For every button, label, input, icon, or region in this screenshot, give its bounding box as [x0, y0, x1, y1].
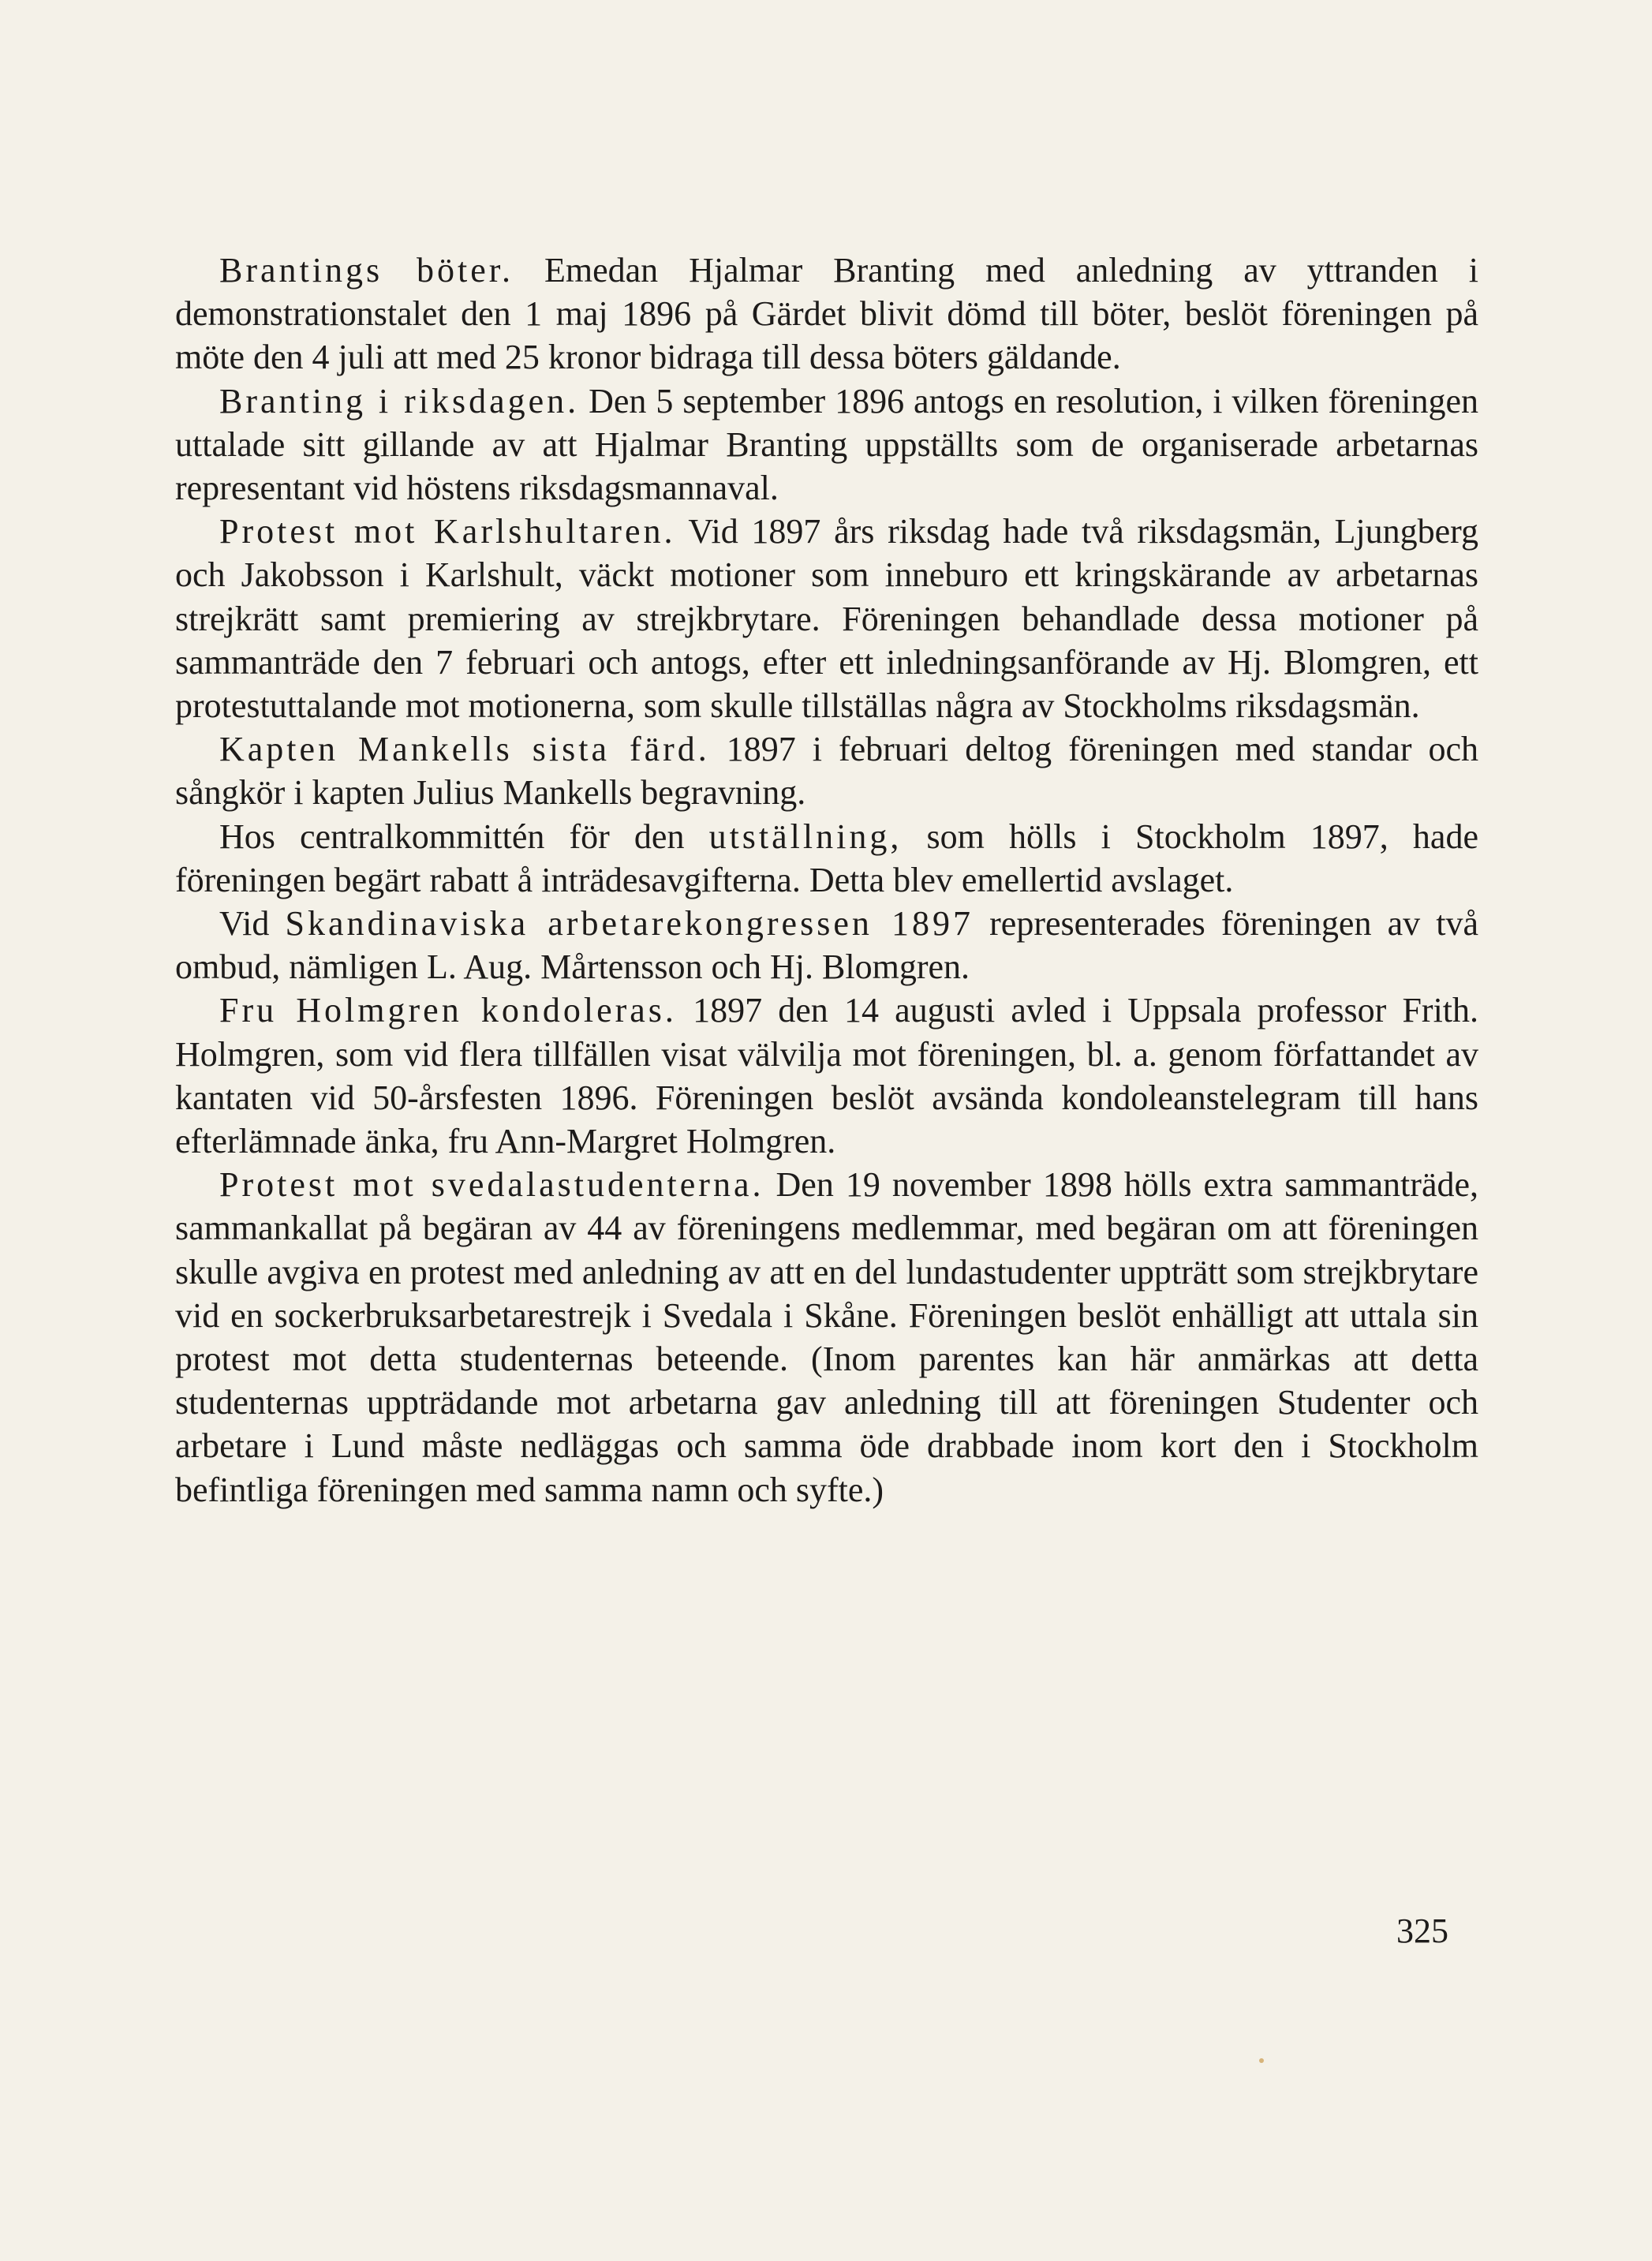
paragraph-protest-karlshultaren [175, 510, 1478, 727]
paper-speck [1259, 2058, 1264, 2063]
paragraph-text: Den 19 november 1898 hölls extra sammanträde, sammankallat på begäran av 44 av föreningens medlemmar, med begäran om att föreningen skulle avgiva en protest med anledning av att en del lundastudenter uppträtt som strejkbrytare vid en sockerbruksarbetarestrejk i Svedala i Skåne. Föreningen beslöt enhälligt att uttala sin protest mot detta studenternas beteende. (Inom parentes kan här anmärkas att detta studenternas uppträdande mot arbetarna gav anledning till att föreningen Studenter och arbetare i Lund måste nedläggas och samma öde drabbade inom kort den i Stockholm befintliga föreningen med samma namn och syfte.) [175, 1165, 1478, 1509]
paragraph-text: Emedan Hjalmar Branting med anledning av yttranden i demonstrationstalet den 1 maj 1896 på Gärdet blivit dömd till böter, beslöt föreningen på möte den 4 juli att med 25 kronor bidraga till dessa böters gäldande. [175, 251, 1478, 377]
paragraph-text-before: Vid [219, 904, 270, 944]
paragraph-branting-i-riksdagen [175, 379, 1478, 510]
paragraph-fru-holmgren [175, 988, 1478, 1163]
paragraph-text-after: representerades föreningen av två ombud, nämligen L. Aug. Mårtensson och Hj. Blomgren. [175, 904, 1479, 987]
paragraph-text: Vid 1897 års riksdag hade två riksdagsmän, Ljungberg och Jakobsson i Karlshult, väckt motioner som inneburo ett kringskärande av arbetarnas strejkrätt samt premiering av strejkbrytare. Föreningen behandlade dessa motioner på sammanträde den 7 februari och antogs, efter ett inledningsanförande av Hj. Blomgren, ett protestuttalande mot motionerna, som skulle tillställas några av Stockholms riksdagsmän. [175, 512, 1479, 726]
paragraph-brantings-boter [175, 249, 1478, 379]
paragraph-svedalastudenterna [175, 1163, 1478, 1512]
spaced-term: Skandinaviska arbetarekongressen 1897 [285, 904, 974, 944]
paragraph-text: 1897 den 14 augusti avled i Uppsala professor Frith. Holmgren, som vid flera tillfällen visat välvilja mot föreningen, bl. a. genom författandet av kantaten vid 50-årsfesten 1896. Föreningen beslöt avsända kondoleanstelegram till hans efterlämnade änka, fru Ann-Margret Holmgren. [175, 991, 1479, 1161]
paragraph-text-before: Hos centralkommittén för den [219, 817, 685, 856]
paragraph-utstallning [175, 815, 1478, 902]
paragraph-heading: Protest mot Karlshultaren. [219, 512, 676, 551]
body-text [175, 249, 1478, 1512]
paragraph-text: Den 5 september 1896 antogs en resolution, i vilken föreningen uttalade sitt gillande av att Hjalmar Branting uppställts som de organiserade arbetarnas representant vid höstens riksdagsmannaval. [175, 381, 1478, 508]
spaced-term: utställning, [708, 817, 903, 856]
paragraph-kapten-mankell [175, 727, 1478, 814]
paragraph-heading: Brantings böter. [219, 251, 514, 290]
paragraph-heading: Branting i riksdagen. [219, 381, 580, 420]
paragraph-text: 1897 i februari deltog föreningen med standar och sångkör i kapten Julius Mankells begravning. [175, 730, 1479, 813]
paragraph-heading: Protest mot svedalastudenterna. [219, 1165, 764, 1205]
page-number: 325 [1396, 1912, 1448, 1950]
paragraph-heading: Kapten Mankells sista färd. [219, 730, 710, 769]
paragraph-heading: Fru Holmgren kondoleras. [219, 991, 677, 1030]
paragraph-arbetarekongressen [175, 902, 1478, 988]
paragraph-text-after: som hölls i Stockholm 1897, hade föreningen begärt rabatt å inträdesavgifterna. Detta blev emellertid avslaget. [175, 817, 1478, 899]
